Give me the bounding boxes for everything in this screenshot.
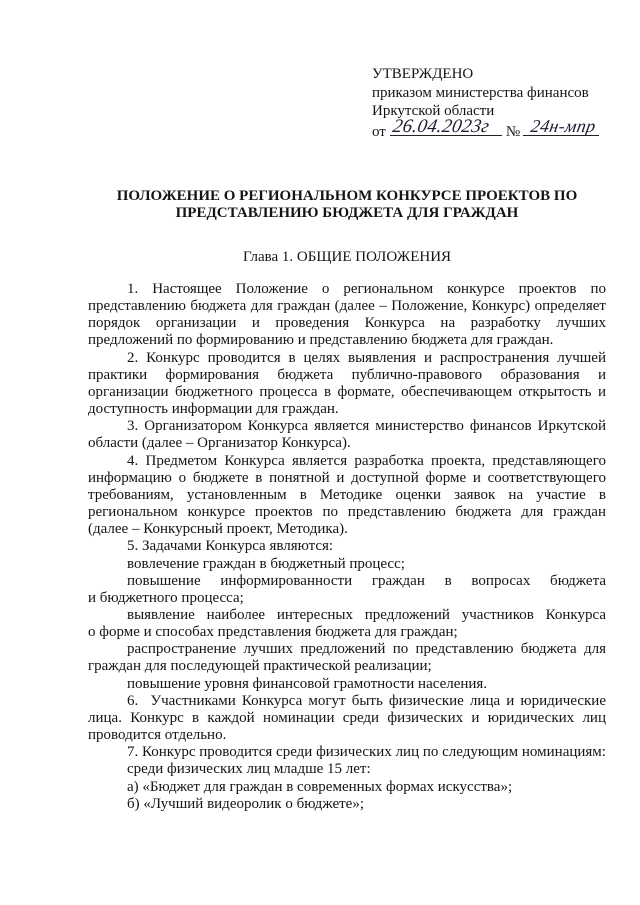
number-blank [523,115,599,136]
clause-2: 2. Конкурс проводится в целях выявления и распространения лучшей практики формирования бюджета публично-правового образования и организации бюджетного процесса в формате, обеспечивающем открытость и доступность информации для граждан. [88,349,606,418]
task-list-item: выявление наиболее интересных предложений участников Конкурса о форме и способах представления бюджета для граждан; [88,606,606,641]
approval-order-line: приказом министерства финансов [372,84,589,101]
clause-3: 3. Организатором Конкурса является министерство финансов Иркутской области (далее – Организатор Конкурса). [88,418,606,452]
date-prefix: от [372,123,386,140]
number-prefix: № [505,123,521,140]
task-list-item: повышение уровня финансовой грамотности населения. [127,675,488,692]
date-blank [390,115,502,137]
nomination-item: а) «Бюджет для граждан в современных формах искусства»; [127,778,513,795]
clause-1: 1. Настоящее Положение о региональном конкурсе проектов по представлению бюджета для граждан (далее – Положение, Конкурс) определяет порядок организации и проведения Конкурса на разработку лучших предложений по формированию и представлению бюджета для граждан. [88,281,606,349]
task-list-item: повышение информированности граждан в вопросах бюджета и бюджетного процесса; [88,572,606,606]
clause-5: 5. Задачами Конкурса являются: [127,538,334,555]
clause-4: 4. Предметом Конкурса является разработка проекта, представляющего информацию о бюджете в понятной и доступной форме и соответствующего требованиям, установленным в Методике оценки заявок на участие в региональном конкурсе проектов по представлению бюджета для граждан (далее – Конкурсный проект, Методика). [88,452,606,538]
chapter-heading: Глава 1. ОБЩИЕ ПОЛОЖЕНИЯ [242,249,452,265]
handwritten-number: 24н-мпр [529,115,598,136]
document-title: ПОЛОЖЕНИЕ О РЕГИОНАЛЬНОМ КОНКУРСЕ ПРОЕКТОВ ПО ПРЕДСТАВЛЕНИЮ БЮДЖЕТА ДЛЯ ГРАЖДАН [116,188,578,222]
approval-region-line: Иркутской области [372,103,495,120]
approval-heading: УТВЕРЖДЕНО [372,66,474,82]
nomination-item: б) «Лучший видеоролик о бюджете»; [127,795,364,812]
approval-date-number-line [372,115,622,140]
task-list-item: распространение лучших предложений по представлению бюджета для граждан для последующей практической реализации; [88,641,606,675]
nomination-group-heading: среди физических лиц младше 15 лет: [127,761,371,778]
task-list-item: вовлечение граждан в бюджетный процесс; [127,555,405,572]
chapter-body [88,281,606,813]
clause-6: 6. Участниками Конкурса могут быть физические лица и юридические лица. Конкурс в каждой номинации среди физических и юридических лиц проводится отдельно. [88,692,606,744]
clause-7: 7. Конкурс проводится среди физических лиц по следующим номинациям: [127,744,606,761]
handwritten-date: 26.04.2023г [391,115,491,137]
approval-stamp [372,65,622,139]
